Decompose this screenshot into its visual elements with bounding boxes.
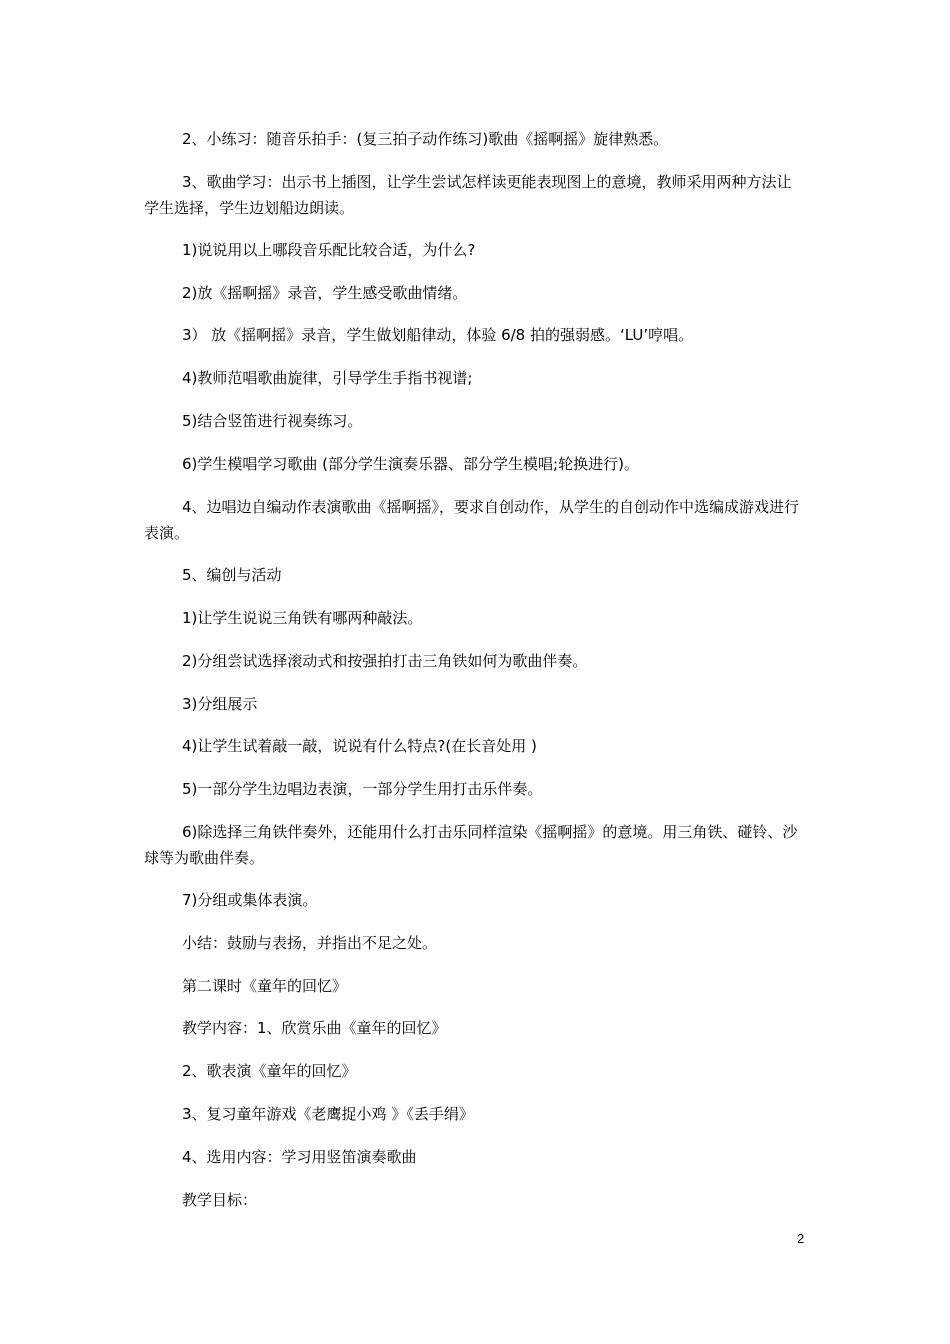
paragraph-item-2: 2)放《摇啊摇》录音，学生感受歌曲情绪。 xyxy=(182,284,468,302)
paragraph-creation-6: 6)除选择三角铁伴奏外，还能用什么打击乐同样渲染《摇啊摇》的意境。用三角铁、碰铃、沙球等为歌曲伴奏。 xyxy=(144,823,798,867)
paragraph-content-4: 4、选用内容：学习用竖笛演奏歌曲 xyxy=(182,1148,417,1166)
paragraph-practice: 2、小练习：随音乐拍手：(复三拍子动作练习)歌曲《摇啊摇》旋律熟悉。 xyxy=(182,130,669,148)
paragraph-creation-1: 1)让学生说说三角铁有哪两种敲法。 xyxy=(182,609,423,627)
paragraph-creation-heading: 5、编创与活动 xyxy=(182,566,282,584)
paragraph-teaching-content: 教学内容：1、欣赏乐曲《童年的回忆》 xyxy=(182,1019,447,1037)
paragraph-item-1: 1)说说用以上哪段音乐配比较合适，为什么? xyxy=(182,241,476,259)
paragraph-creation-3: 3)分组展示 xyxy=(182,695,258,713)
paragraph-teaching-goals: 教学目标： xyxy=(182,1191,258,1209)
paragraph-creation-2: 2)分组尝试选择滚动式和按强拍打击三角铁如何为歌曲伴奏。 xyxy=(182,652,588,670)
paragraph-song-study: 3、歌曲学习：出示书上插图，让学生尝试怎样读更能表现图上的意境，教师采用两种方法让学生选择，学生边划船边朗读。 xyxy=(144,173,792,217)
paragraph-content-2: 2、歌表演《童年的回忆》 xyxy=(182,1062,357,1080)
paragraph-item-3: 3） 放《摇啊摇》录音，学生做划船律动，体验 6/8 拍的强弱感。‘LU’哼唱。 xyxy=(182,326,694,344)
paragraph-item-4: 4)教师范唱歌曲旋律，引导学生手指书视谱; xyxy=(182,369,473,387)
paragraph-creation-5: 5)一部分学生边唱边表演，一部分学生用打击乐伴奏。 xyxy=(182,780,543,798)
paragraph-summary: 小结：鼓励与表扬，并指出不足之处。 xyxy=(182,934,438,952)
paragraph-creation-7: 7)分组或集体表演。 xyxy=(182,891,318,909)
paragraph-second-lesson-title: 第二课时《童年的回忆》 xyxy=(182,977,348,995)
page-number: 2 xyxy=(797,1231,805,1246)
paragraph-item-5: 5)结合竖笛进行视奏练习。 xyxy=(182,412,363,430)
paragraph-performance: 4、边唱边自编动作表演歌曲《摇啊摇》，要求自创动作，从学生的自创动作中选编成游戏进行表演。 xyxy=(144,498,800,542)
paragraph-item-6: 6)学生模唱学习歌曲 (部分学生演奏乐器、部分学生模唱;轮换进行)。 xyxy=(182,455,639,473)
paragraph-content-3: 3、复习童年游戏《老鹰捉小鸡 》《丢手绢》 xyxy=(182,1105,474,1123)
paragraph-creation-4: 4)让学生试着敲一敲，说说有什么特点?(在长音处用 ) xyxy=(182,737,537,755)
